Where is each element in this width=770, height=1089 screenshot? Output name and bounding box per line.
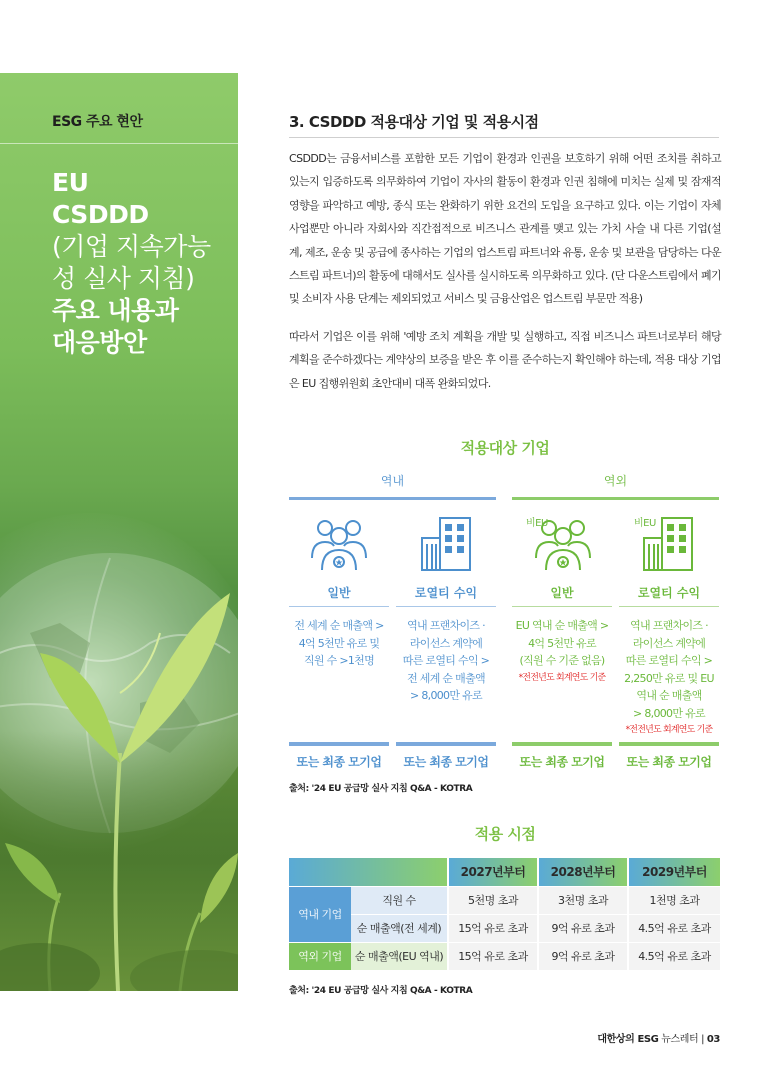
column-divider xyxy=(289,606,389,607)
parent-company-label: 또는 최종 모기업 xyxy=(626,755,712,769)
footer-bar xyxy=(512,742,612,746)
table-cell: 15억 유로 초과 xyxy=(448,914,538,942)
table-row xyxy=(289,886,720,914)
title-line: 주요 내용과 xyxy=(52,296,179,325)
table-cell: 1천명 초과 xyxy=(628,886,720,914)
desc-line: > 8,000만 유로 xyxy=(410,689,482,702)
footer-bar xyxy=(289,742,389,746)
sidebar-divider xyxy=(0,143,238,144)
desc-line: 따른 로열티 수익 > xyxy=(402,654,490,667)
title-line: 성 실사 지침) xyxy=(52,264,195,293)
desc-line: 역내 프랜차이즈 · xyxy=(407,619,485,632)
column-divider xyxy=(619,606,719,607)
scope-title: 적용대상 기업 xyxy=(460,439,550,457)
desc-line: 2,250만 유로 및 EU xyxy=(624,671,714,685)
column-subtitle: 일반 xyxy=(327,586,351,600)
year-header: 2028년부터 xyxy=(538,858,628,886)
row-group-label: 역외 기업 xyxy=(289,942,351,970)
column-description xyxy=(287,617,391,670)
desc-line: 직원 수 >1천명 xyxy=(303,654,375,667)
timeline-title: 적용 시점 xyxy=(474,825,536,843)
header-blank xyxy=(289,858,448,886)
heading-divider xyxy=(289,137,719,138)
desc-line: EU 역내 순 매출액 > xyxy=(515,619,609,632)
row-label: 순 매출액(EU 역내) xyxy=(351,942,448,970)
column-divider xyxy=(512,606,612,607)
fiscal-note: *전전년도 회계연도 기준 xyxy=(625,725,713,735)
source-note: 출처: '24 EU 공급망 실사 지침 Q&A - KOTRA xyxy=(289,986,473,996)
footer-bar xyxy=(619,742,719,746)
table-cell: 4.5억 유로 초과 xyxy=(628,914,720,942)
row-label: 순 매출액(전 세계) xyxy=(351,914,448,942)
overseas-bar xyxy=(512,497,719,500)
domestic-bar xyxy=(289,497,496,500)
title-line: CSDDD xyxy=(52,200,149,229)
desc-line: (직원 수 기준 없음) xyxy=(519,654,605,667)
table-row xyxy=(289,914,720,942)
desc-line: 따른 로열티 수익 > xyxy=(625,654,713,667)
column-description xyxy=(394,617,498,705)
title-line: (기업 지속가능 xyxy=(52,232,211,261)
newsletter-label: 뉴스레터 xyxy=(661,1034,699,1045)
sidebar-panel xyxy=(0,73,238,991)
desc-line: 역내 프랜차이즈 · xyxy=(630,619,708,632)
table-row xyxy=(289,942,720,970)
table-cell: 5천명 초과 xyxy=(448,886,538,914)
body-paragraph: 따라서 기업은 이를 위해 '예방 조치 계획을 개발 및 실행하고, 직접 비즈니스 파트너로부터 해당 계획을 준수하겠다는 계약상의 보증을 받은 후 이를 준수하는지 확인해야 하는데, 적용 대상 기업은 EU 집행위원회 초안대비 대폭 완화되었다. xyxy=(289,330,721,390)
desc-line: 역내 순 매출액 xyxy=(636,689,702,702)
footer-separator: | xyxy=(701,1034,705,1045)
desc-line: 전 세계 순 매출액 xyxy=(407,671,485,685)
desc-line: 전 세계 순 매출액 > xyxy=(294,619,384,632)
desc-line: 4억 5천만 유로 xyxy=(528,636,596,650)
title-line: 대응방안 xyxy=(52,328,147,357)
non-eu-label: 비EU xyxy=(526,518,548,529)
column-divider xyxy=(396,606,496,607)
title-line: EU xyxy=(52,168,89,197)
table-cell: 15억 유로 초과 xyxy=(448,942,538,970)
non-eu-label: 비EU xyxy=(634,518,656,529)
page-footer xyxy=(560,1030,720,1045)
parent-company-label: 또는 최종 모기업 xyxy=(519,755,605,769)
timeline-table xyxy=(289,858,720,971)
table-cell: 3천명 초과 xyxy=(538,886,628,914)
column-description xyxy=(617,617,721,740)
year-header: 2029년부터 xyxy=(628,858,720,886)
footer-bar xyxy=(396,742,496,746)
body-paragraph: CSDDD는 금융서비스를 포함한 모든 기업이 환경과 인권을 보호하기 위해 어떤 조치를 취하고 있는지 입증하도록 의무화하여 기업이 자사의 활동이 환경과 인권 침해에 미치는 실제 및 잠재적 영향을 파악하고 예방, 종식 또는 완화하기 위한 요건의 도입을 요구하고 있다. 이는 기업이 자체 사업뿐만 아니라 자회사와 직간접적으로 비즈니스 관계를 맺고 있는 가치 사슬 내 다른 기업(설계, 제조, 운송 및 공급에 종사하는 기업의 업스트림 파트너와 유통, 운송 및 보관을 담당하는 다운스트림 파트너)의 활동에 대해서도 실사를 실시하도록 의무화하고 있다. (단 다운스트림에서 폐기 및 소비자 사용 단계는 제외되었고 서비스 및 금융산업은 업스트림 부문만 적용) xyxy=(289,152,721,306)
row-label: 직원 수 xyxy=(351,886,448,914)
column-subtitle: 로열티 수익 xyxy=(637,586,701,600)
table-cell: 4.5억 유로 초과 xyxy=(628,942,720,970)
column-description xyxy=(510,617,614,687)
desc-line: 라이선스 계약에 xyxy=(632,636,706,650)
year-header: 2027년부터 xyxy=(448,858,538,886)
column-subtitle: 로열티 수익 xyxy=(414,586,478,600)
desc-line: 4억 5천만 유로 및 xyxy=(298,636,380,650)
desc-line: 라이선스 계약에 xyxy=(409,636,483,650)
publication-name: 대한상의 ESG xyxy=(597,1034,659,1045)
parent-company-label: 또는 최종 모기업 xyxy=(403,755,489,769)
source-note: 출처: '24 EU 공급망 실사 지침 Q&A - KOTRA xyxy=(289,784,473,794)
domestic-label: 역내 xyxy=(380,474,405,488)
sidebar-title xyxy=(52,167,232,359)
page-number: 03 xyxy=(706,1034,720,1045)
section-tag: ESG 주요 현안 xyxy=(52,114,143,130)
parent-company-label: 또는 최종 모기업 xyxy=(296,755,382,769)
section-heading: 3. CSDDD 적용대상 기업 및 적용시점 xyxy=(289,113,539,131)
row-group-label: 역내 기업 xyxy=(289,886,351,942)
column-subtitle: 일반 xyxy=(550,586,574,600)
desc-line: > 8,000만 유로 xyxy=(633,706,705,720)
building-icon xyxy=(418,514,476,572)
fiscal-note: *전전년도 회계연도 기준 xyxy=(518,672,606,683)
table-cell: 9억 유로 초과 xyxy=(538,914,628,942)
table-cell: 9억 유로 초과 xyxy=(538,942,628,970)
overseas-label: 역외 xyxy=(603,474,628,488)
people-icon xyxy=(308,514,370,572)
table-header-row xyxy=(289,858,720,886)
